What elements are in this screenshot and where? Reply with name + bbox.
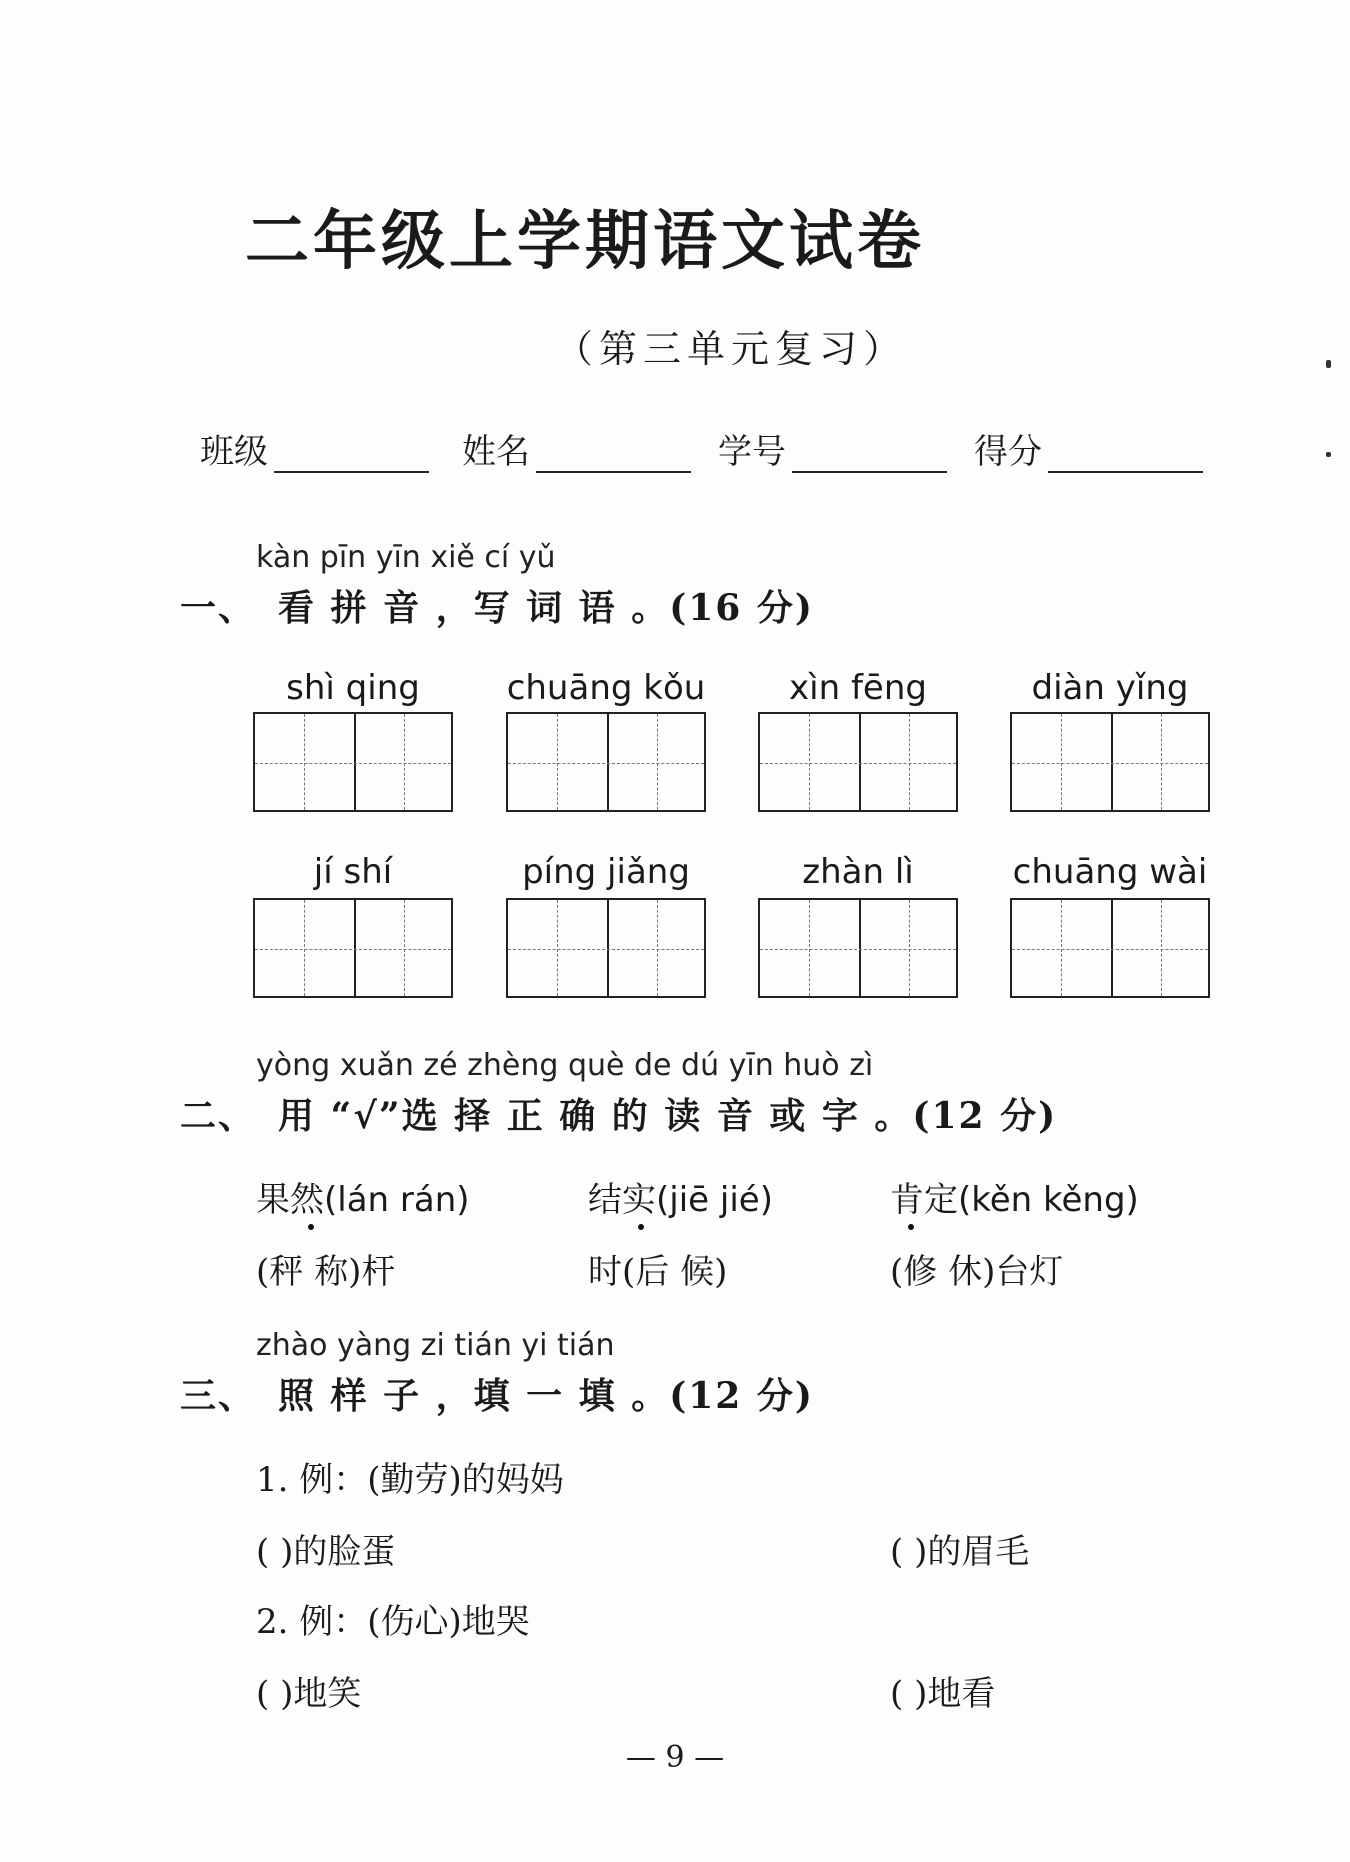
emphasis-dot [638, 1224, 644, 1230]
section1-title: 看 拼 音 ，写 词 语 。(16 分) [278, 587, 814, 629]
number-label: 学号 [718, 432, 786, 472]
writing-grid[interactable] [506, 898, 706, 998]
item2-left-blank[interactable]: ( )地笑 [256, 1674, 362, 1714]
choice-options[interactable]: (kěn kěng) [958, 1180, 1139, 1220]
word-pinyin: xìn fēng [789, 668, 927, 708]
word-pinyin: chuāng wài [1012, 852, 1208, 892]
choice-item-jieshi[interactable] [588, 1172, 773, 1221]
section2-pinyin: yòng xuǎn zé zhèng què de dú yīn huò zì [256, 1048, 874, 1083]
number-field[interactable] [718, 424, 947, 473]
writing-grid[interactable] [253, 712, 453, 812]
word-pinyin: shì qing [286, 668, 420, 708]
section3-title: 照 样 子 ，填 一 填 。(12 分) [278, 1375, 814, 1417]
score-field[interactable] [974, 424, 1203, 473]
scan-mark [1326, 452, 1331, 457]
writing-grid[interactable] [506, 712, 706, 812]
choice-word: 结实 [588, 1180, 656, 1220]
word-pinyin: diàn yǐng [1031, 668, 1189, 708]
choice-item-taideng[interactable]: (修 休)台灯 [890, 1252, 1064, 1292]
emphasis-dot [308, 1224, 314, 1230]
writing-grid[interactable] [1010, 712, 1210, 812]
choice-item-kending[interactable] [890, 1172, 1139, 1221]
item1-right-blank[interactable]: ( )的眉毛 [890, 1532, 1030, 1572]
item1-left-blank[interactable]: ( )的脸蛋 [256, 1532, 396, 1572]
page-subtitle: （第三单元复习） [555, 327, 908, 371]
writing-grid[interactable] [253, 898, 453, 998]
student-info-row [200, 424, 1230, 484]
writing-grid[interactable] [1010, 898, 1210, 998]
choice-item-chenggan[interactable]: (秤 称)杆 [256, 1252, 396, 1292]
class-blank[interactable] [274, 427, 429, 473]
section1-heading [180, 580, 814, 631]
number-blank[interactable] [792, 427, 947, 473]
section3-number: 三、 [180, 1375, 257, 1417]
section2-heading [180, 1088, 1057, 1139]
section1-pinyin: kàn pīn yīn xiě cí yǔ [256, 540, 556, 575]
emphasis-dot [908, 1224, 914, 1230]
score-label: 得分 [974, 432, 1042, 472]
choice-options[interactable]: (jiē jié) [656, 1180, 773, 1220]
class-label: 班级 [200, 432, 268, 472]
choice-item-shihou[interactable]: 时(后 候) [588, 1252, 728, 1292]
page-number: — 9 — [625, 1740, 725, 1775]
choice-word: 果然 [256, 1180, 324, 1220]
word-pinyin: píng jiǎng [522, 852, 690, 892]
section3-heading [180, 1368, 814, 1419]
page-title: 二年级上学期语文试卷 [245, 204, 925, 279]
score-blank[interactable] [1048, 427, 1203, 473]
class-field[interactable] [200, 424, 429, 473]
item1-example: 1. 例：(勤劳)的妈妈 [256, 1460, 564, 1500]
section1-number: 一、 [180, 587, 257, 629]
choice-word: 肯定 [890, 1180, 958, 1220]
section2-number: 二、 [180, 1095, 257, 1137]
writing-grid[interactable] [758, 712, 958, 812]
section2-title: 用 “√”选 择 正 确 的 读 音 或 字 。(12 分) [278, 1095, 1058, 1137]
section3-pinyin: zhào yàng zi tián yi tián [256, 1328, 615, 1363]
word-pinyin: zhàn lì [802, 852, 914, 892]
word-pinyin: chuāng kǒu [506, 668, 706, 708]
name-field[interactable] [462, 424, 691, 473]
writing-grid[interactable] [758, 898, 958, 998]
choice-item-guoran[interactable] [256, 1172, 470, 1221]
choice-options[interactable]: (lán rán) [324, 1180, 470, 1220]
item2-right-blank[interactable]: ( )地看 [890, 1674, 996, 1714]
scan-mark [1326, 360, 1331, 368]
name-label: 姓名 [462, 432, 530, 472]
name-blank[interactable] [536, 427, 691, 473]
item2-example: 2. 例：(伤心)地哭 [256, 1602, 530, 1642]
word-pinyin: jí shí [313, 852, 393, 892]
